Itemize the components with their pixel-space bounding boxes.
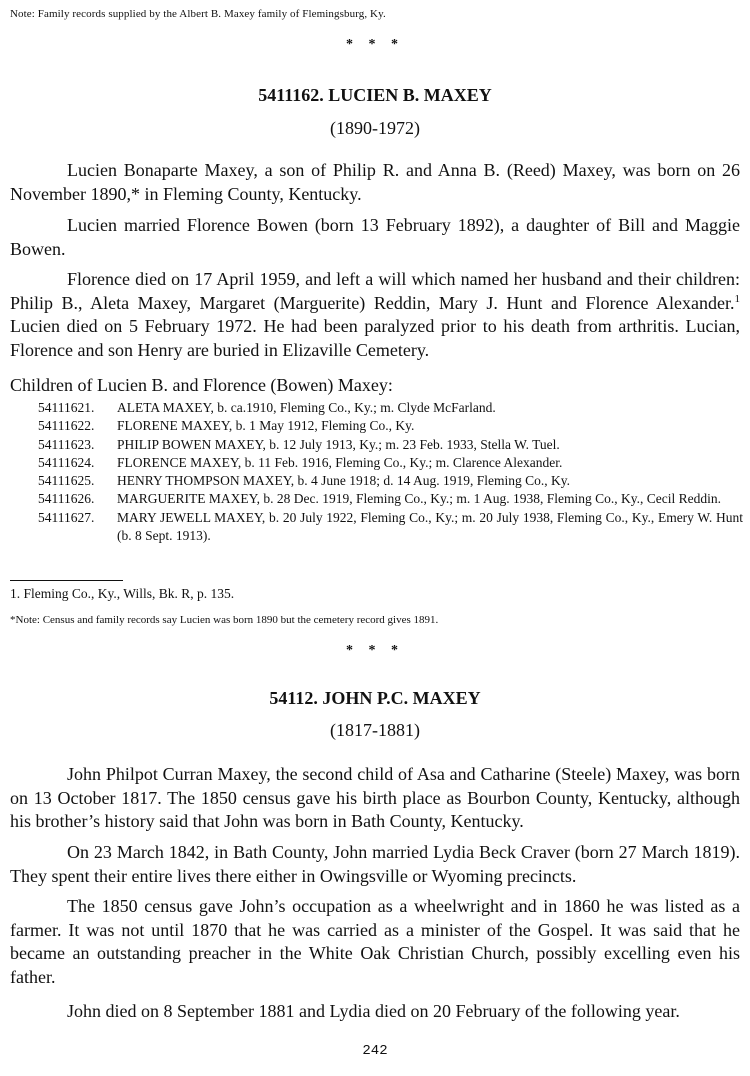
paragraph-john-death: John died on 8 September 1881 and Lydia died on 20 February of the following year. <box>67 1001 680 1021</box>
paragraph-john-marriage: On 23 March 1842, in Bath County, John married Lydia Beck Craver (born 27 March 1819). They spent their entire lives there either in Owingsville or Wyoming precincts. <box>10 842 740 886</box>
census-note: *Note: Census and family records say Lucien was born 1890 but the cemetery record gives 1891. <box>10 614 439 626</box>
children-list <box>38 399 743 545</box>
child-number: 54111621. <box>38 400 95 415</box>
footnote-1: 1. Fleming Co., Ky., Wills, Bk. R, p. 135. <box>10 586 235 601</box>
separator-stars-2: * * * <box>346 643 404 658</box>
child-entry: HENRY THOMPSON MAXEY, b. 4 June 1918; d. 14 Aug. 1919, Fleming Co., Ky. <box>117 473 571 489</box>
page-number: 242 <box>362 1043 388 1059</box>
top-note: Note: Family records supplied by the Albert B. Maxey family of Flemingsburg, Ky. <box>10 8 386 20</box>
child-number: 54111622. <box>38 418 95 434</box>
child-number: 54111623. <box>38 436 95 452</box>
list-item <box>38 472 743 490</box>
section-heading-lucien: 5411162. LUCIEN B. MAXEY <box>258 85 492 105</box>
child-entry: FLORENCE MAXEY, b. 11 Feb. 1916, Fleming Co., Ky.; m. Clarence Alexander. <box>117 454 563 470</box>
section-dates-john: (1817-1881) <box>330 720 420 740</box>
list-item <box>38 509 743 546</box>
list-item <box>38 417 743 435</box>
footnote-ref: 1 <box>734 292 740 305</box>
section-dates-lucien: (1890-1972) <box>330 118 420 138</box>
separator-stars: * * * <box>346 37 404 52</box>
child-entry: FLORENE MAXEY, b. 1 May 1912, Fleming Co., Ky. <box>117 418 415 434</box>
paragraph-lucien-death-text-a: Florence died on 17 April 1959, and left a will which named her husband and their children: Philip B., Aleta Maxey, Margaret (Marguerite) Reddin, Mary J. Hunt and Florence Alexander. <box>10 269 740 313</box>
paragraph-lucien-marriage: Lucien married Florence Bowen (born 13 February 1892), a daughter of Bill and Maggie Bowen. <box>10 215 740 259</box>
child-number: 54111625. <box>38 473 95 489</box>
child-number: 54111624. <box>38 454 95 470</box>
footnote-divider <box>10 580 123 581</box>
list-item <box>38 454 743 472</box>
list-item <box>38 399 743 417</box>
child-entry: PHILIP BOWEN MAXEY, b. 12 July 1913, Ky.; m. 23 Feb. 1933, Stella W. Tuel. <box>117 436 560 452</box>
paragraph-john-birth: John Philpot Curran Maxey, the second child of Asa and Catharine (Steele) Maxey, was born on 13 October 1817. The 1850 census gave his birth place as Bourbon County, Kentucky, although his brother’s history said that John was born in Bath County, Kentucky. <box>10 764 740 831</box>
paragraph-lucien-birth: Lucien Bonaparte Maxey, a son of Philip R. and Anna B. (Reed) Maxey, was born on 26 November 1890,* in Fleming County, Kentucky. <box>10 160 740 204</box>
children-heading: Children of Lucien B. and Florence (Bowen) Maxey: <box>10 375 393 395</box>
paragraph-john-occupation: The 1850 census gave John’s occupation as a wheelwright and in 1860 he was listed as a farmer. It was not until 1870 that he was carried as a minister of the Gospel. It was said that he became an outstanding preacher in the White Oak Christian Church, possibly excelling even his father. <box>10 896 740 987</box>
list-item <box>38 436 743 454</box>
child-entry: MARGUERITE MAXEY, b. 28 Dec. 1919, Fleming Co., Ky.; m. 1 Aug. 1938, Fleming Co., Ky., Cecil Reddin. <box>117 491 721 507</box>
paragraph-lucien-death <box>10 268 740 362</box>
list-item <box>38 490 743 508</box>
child-number: 54111626. <box>38 491 95 507</box>
child-number: 54111627. <box>38 509 95 525</box>
paragraph-lucien-death-text-b: Lucien died on 5 February 1972. He had been paralyzed prior to his death from arthritis. Lucian, Florence and son Henry are buried in Elizaville Cemetery. <box>10 316 740 360</box>
child-entry: MARY JEWELL MAXEY, b. 20 July 1922, Fleming Co., Ky.; m. 20 July 1938, Fleming Co., Ky., Emery W. Hunt (b. 8 Sept. 1913). <box>117 509 743 544</box>
child-entry: ALETA MAXEY, b. ca.1910, Fleming Co., Ky.; m. Clyde McFarland. <box>117 400 496 415</box>
section-heading-john: 54112. JOHN P.C. MAXEY <box>269 688 481 708</box>
